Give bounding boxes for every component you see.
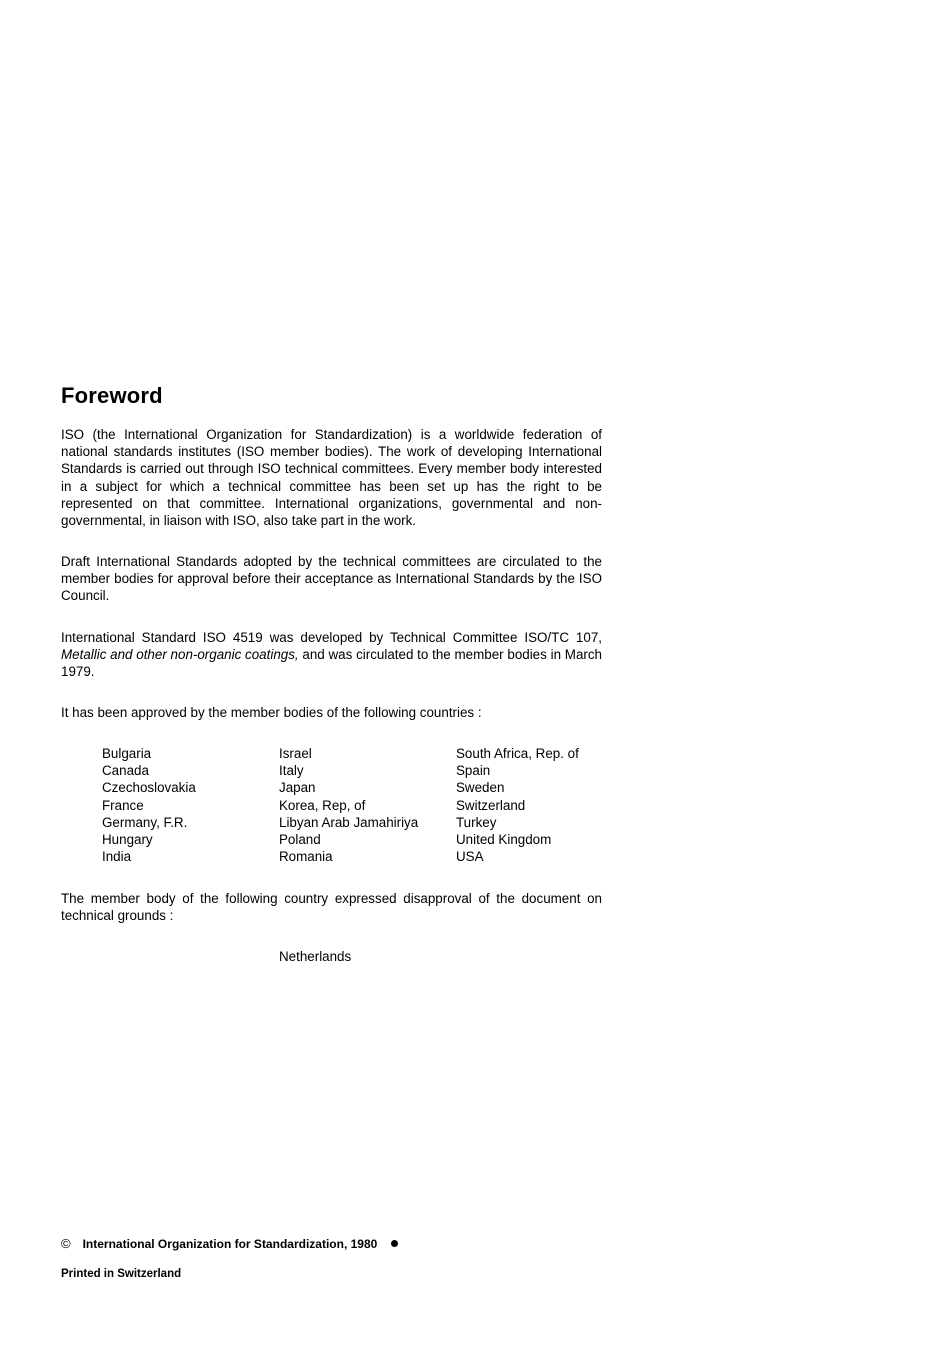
copyright-symbol: © — [61, 1236, 71, 1251]
country-name: Germany, F.R. — [102, 814, 188, 830]
disapproving-country: Netherlands — [279, 949, 352, 964]
country-column-2 — [279, 745, 418, 865]
country-name: Czechoslovakia — [102, 780, 196, 796]
development-text-end: and was circulated to the member bodies in March 1979. — [61, 647, 602, 680]
country-name: Switzerland — [456, 797, 526, 813]
country-name: Canada — [102, 763, 149, 779]
country-name: Israel — [279, 746, 312, 761]
country-column-1 — [102, 745, 196, 865]
country-name: USA — [456, 849, 484, 865]
country-name: France — [102, 797, 144, 813]
country-name: Bulgaria — [102, 746, 152, 761]
foreword-page — [61, 0, 602, 1363]
disapproval-paragraph: The member body of the following country expressed disapproval of the document on technical grounds : — [61, 891, 602, 924]
bullet-icon — [391, 1240, 398, 1247]
country-name: Sweden — [456, 780, 505, 796]
country-name: Romania — [279, 849, 333, 865]
country-name: United Kingdom — [456, 832, 552, 848]
printed-in-note: Printed in Switzerland — [61, 1268, 182, 1280]
country-name: Libyan Arab Jamahiriya — [279, 814, 419, 830]
committee-title: Metallic and other non-organic coatings, — [61, 647, 299, 663]
copyright-line — [61, 1236, 398, 1251]
country-name: Poland — [279, 832, 321, 848]
country-name: Japan — [279, 780, 316, 796]
development-text-start: International Standard ISO 4519 was developed by Technical Committee ISO/TC 107, — [61, 630, 602, 645]
intro-paragraph: ISO (the International Organization for Standardization) is a worldwide federation of national standards institutes (ISO member bodies). The work of developing International Standards is carried out through ISO technical committees. Every member body interested in a subject for which a technical committee has been set up has the right to be represented on that committee. International organizations, governmental and non-governmental, in liaison with ISO, also take part in the work. — [61, 427, 602, 529]
draft-standards-paragraph: Draft International Standards adopted by the technical committees are circulated to the member bodies for approval before their acceptance as International Standards by the ISO Council. — [61, 554, 602, 604]
country-name: Italy — [279, 763, 304, 779]
approval-paragraph: It has been approved by the member bodies of the following countries : — [61, 705, 482, 720]
country-column-3 — [456, 745, 579, 865]
copyright-text: International Organization for Standardization, 1980 — [82, 1237, 378, 1251]
country-name: South Africa, Rep. of — [456, 746, 579, 761]
country-name: Spain — [456, 763, 491, 779]
country-name: Hungary — [102, 832, 153, 848]
country-name: India — [102, 849, 132, 865]
page-title: Foreword — [61, 383, 163, 408]
development-paragraph — [61, 629, 602, 681]
country-name: Turkey — [456, 814, 497, 830]
country-name: Korea, Rep, of — [279, 797, 366, 813]
